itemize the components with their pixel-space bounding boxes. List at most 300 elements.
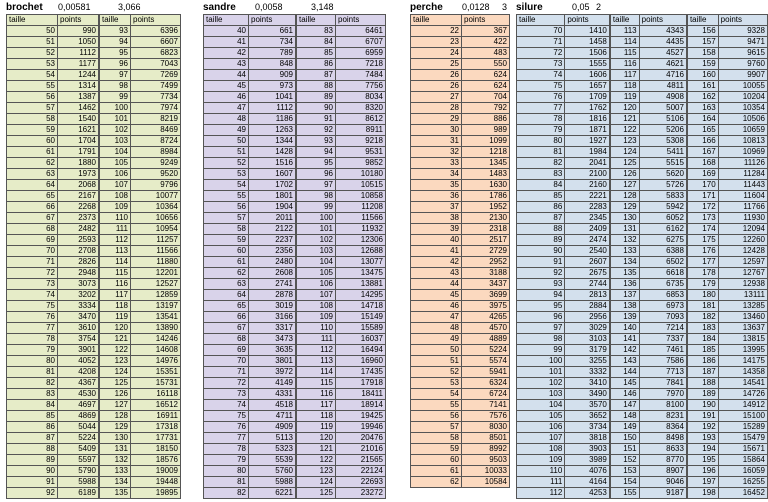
points-cell[interactable]: 14608 [131,345,181,356]
points-cell[interactable]: 4343 [639,26,686,37]
taille-cell[interactable]: 95 [100,48,131,59]
points-cell[interactable]: 4889 [462,334,510,345]
points-cell[interactable]: 10077 [131,191,181,202]
points-cell[interactable]: 10033 [462,466,510,477]
points-cell[interactable]: 973 [249,81,296,92]
taille-cell[interactable]: 23 [411,37,462,48]
taille-cell[interactable]: 54 [7,70,58,81]
taille-cell[interactable]: 94 [297,147,336,158]
points-cell[interactable]: 13475 [336,268,386,279]
points-cell[interactable]: 16059 [718,466,767,477]
points-cell[interactable]: 5790 [58,466,99,477]
points-cell[interactable]: 9852 [336,158,386,169]
taille-cell[interactable]: 114 [610,37,639,48]
points-cell[interactable]: 20476 [336,433,386,444]
points-cell[interactable]: 5411 [639,147,686,158]
taille-cell[interactable]: 29 [411,114,462,125]
points-cell[interactable]: 6618 [639,268,686,279]
points-cell[interactable]: 8501 [462,433,510,444]
points-cell[interactable]: 3410 [565,378,610,389]
points-cell[interactable]: 11880 [131,257,181,268]
taille-cell[interactable]: 63 [7,169,58,180]
points-cell[interactable]: 10656 [131,213,181,224]
points-cell[interactable]: 2517 [462,235,510,246]
taille-cell[interactable]: 86 [7,422,58,433]
taille-cell[interactable]: 112 [297,345,336,356]
points-cell[interactable]: 1099 [462,136,510,147]
points-cell[interactable]: 3334 [58,301,99,312]
points-cell[interactable]: 989 [462,125,510,136]
points-cell[interactable]: 22124 [336,466,386,477]
taille-cell[interactable]: 141 [610,334,639,345]
taille-cell[interactable]: 110 [297,323,336,334]
taille-cell[interactable]: 58 [411,433,462,444]
points-cell[interactable]: 6189 [58,488,99,499]
points-cell[interactable]: 1506 [565,48,610,59]
points-cell[interactable]: 4052 [58,356,99,367]
taille-cell[interactable]: 170 [687,180,718,191]
points-cell[interactable]: 6973 [639,301,686,312]
points-cell[interactable]: 8633 [639,444,686,455]
taille-cell[interactable]: 96 [100,59,131,70]
taille-cell[interactable]: 89 [7,455,58,466]
taille-cell[interactable]: 62 [411,477,462,488]
taille-cell[interactable]: 99 [100,92,131,103]
points-cell[interactable]: 10180 [336,169,386,180]
points-cell[interactable]: 1984 [565,147,610,158]
taille-cell[interactable]: 61 [411,466,462,477]
points-cell[interactable]: 21565 [336,455,386,466]
taille-cell[interactable]: 121 [100,334,131,345]
taille-cell[interactable]: 59 [411,444,462,455]
points-cell[interactable]: 7218 [336,59,386,70]
points-cell[interactable]: 16960 [336,356,386,367]
points-cell[interactable]: 1709 [565,92,610,103]
taille-cell[interactable]: 104 [297,257,336,268]
points-cell[interactable]: 2607 [565,257,610,268]
points-cell[interactable]: 14175 [718,356,767,367]
taille-cell[interactable]: 131 [610,224,639,235]
taille-cell[interactable]: 115 [297,378,336,389]
points-cell[interactable]: 10969 [718,147,767,158]
taille-cell[interactable]: 120 [100,323,131,334]
points-cell[interactable]: 18914 [336,400,386,411]
taille-cell[interactable]: 122 [610,125,639,136]
points-cell[interactable]: 10055 [718,81,767,92]
taille-cell[interactable]: 46 [411,301,462,312]
points-cell[interactable]: 6221 [249,488,296,499]
points-cell[interactable]: 990 [58,26,99,37]
taille-cell[interactable]: 164 [687,114,718,125]
taille-cell[interactable]: 128 [610,191,639,202]
taille-cell[interactable]: 163 [687,103,718,114]
taille-cell[interactable]: 91 [7,477,58,488]
points-cell[interactable]: 7269 [131,70,181,81]
points-cell[interactable]: 3332 [565,367,610,378]
taille-cell[interactable]: 72 [7,268,58,279]
taille-cell[interactable]: 27 [411,92,462,103]
taille-cell[interactable]: 66 [204,312,249,323]
points-cell[interactable]: 3975 [462,301,510,312]
taille-cell[interactable]: 68 [204,334,249,345]
points-cell[interactable]: 15289 [718,422,767,433]
taille-cell[interactable]: 122 [100,345,131,356]
taille-cell[interactable]: 179 [687,279,718,290]
taille-cell[interactable]: 60 [204,246,249,257]
points-cell[interactable]: 7043 [131,59,181,70]
taille-cell[interactable]: 53 [7,59,58,70]
taille-cell[interactable]: 91 [297,114,336,125]
taille-cell[interactable]: 79 [517,125,565,136]
taille-cell[interactable]: 137 [610,290,639,301]
points-cell[interactable]: 14358 [718,367,767,378]
taille-cell[interactable]: 54 [204,180,249,191]
taille-cell[interactable]: 99 [297,202,336,213]
taille-cell[interactable]: 64 [7,180,58,191]
points-cell[interactable]: 14718 [336,301,386,312]
points-cell[interactable]: 2948 [58,268,99,279]
taille-cell[interactable]: 25 [411,59,462,70]
taille-cell[interactable]: 36 [411,191,462,202]
points-cell[interactable]: 11604 [718,191,767,202]
taille-cell[interactable]: 64 [204,290,249,301]
points-cell[interactable]: 10506 [718,114,767,125]
points-cell[interactable]: 7484 [336,70,386,81]
taille-cell[interactable]: 149 [610,422,639,433]
points-cell[interactable]: 8320 [336,103,386,114]
taille-cell[interactable]: 26 [411,81,462,92]
points-cell[interactable]: 5224 [58,433,99,444]
taille-cell[interactable]: 180 [687,290,718,301]
taille-cell[interactable]: 125 [100,378,131,389]
taille-cell[interactable]: 189 [687,389,718,400]
taille-cell[interactable]: 130 [610,213,639,224]
taille-cell[interactable]: 45 [411,290,462,301]
taille-cell[interactable]: 159 [687,59,718,70]
taille-cell[interactable]: 22 [411,26,462,37]
taille-cell[interactable]: 42 [411,257,462,268]
points-cell[interactable]: 6724 [462,389,510,400]
points-cell[interactable]: 2041 [565,158,610,169]
points-cell[interactable]: 4811 [639,81,686,92]
points-cell[interactable]: 2741 [249,279,296,290]
points-cell[interactable]: 11930 [718,213,767,224]
points-cell[interactable]: 8612 [336,114,386,125]
taille-cell[interactable]: 79 [7,345,58,356]
points-cell[interactable]: 2221 [565,191,610,202]
taille-cell[interactable]: 60 [7,136,58,147]
points-cell[interactable]: 13815 [718,334,767,345]
taille-cell[interactable]: 145 [610,378,639,389]
taille-cell[interactable]: 82 [7,378,58,389]
taille-cell[interactable]: 110 [100,213,131,224]
taille-cell[interactable]: 146 [610,389,639,400]
taille-cell[interactable]: 81 [204,477,249,488]
taille-cell[interactable]: 51 [411,356,462,367]
taille-cell[interactable]: 75 [204,411,249,422]
taille-cell[interactable]: 82 [517,158,565,169]
points-cell[interactable]: 7141 [462,400,510,411]
points-cell[interactable]: 9471 [718,37,767,48]
points-cell[interactable]: 9249 [131,158,181,169]
taille-cell[interactable]: 157 [687,37,718,48]
points-cell[interactable]: 15149 [336,312,386,323]
taille-cell[interactable]: 58 [7,114,58,125]
taille-cell[interactable]: 102 [517,378,565,389]
points-cell[interactable]: 3473 [249,334,296,345]
points-cell[interactable]: 10364 [131,202,181,213]
points-cell[interactable]: 8469 [131,125,181,136]
points-cell[interactable]: 13197 [131,301,181,312]
points-cell[interactable]: 7841 [639,378,686,389]
taille-cell[interactable]: 101 [297,224,336,235]
taille-cell[interactable]: 105 [100,158,131,169]
taille-cell[interactable]: 165 [687,125,718,136]
taille-cell[interactable]: 43 [411,268,462,279]
points-cell[interactable]: 18150 [131,444,181,455]
points-cell[interactable]: 2474 [565,235,610,246]
taille-cell[interactable]: 98 [517,334,565,345]
taille-cell[interactable]: 108 [100,191,131,202]
taille-cell[interactable]: 72 [517,48,565,59]
taille-cell[interactable]: 48 [411,323,462,334]
points-cell[interactable]: 5106 [639,114,686,125]
points-cell[interactable]: 2409 [565,224,610,235]
taille-cell[interactable]: 104 [517,400,565,411]
taille-cell[interactable]: 57 [411,422,462,433]
points-cell[interactable]: 7970 [639,389,686,400]
points-cell[interactable]: 11766 [718,202,767,213]
points-cell[interactable]: 1786 [462,191,510,202]
points-cell[interactable]: 3972 [249,367,296,378]
taille-cell[interactable]: 60 [411,455,462,466]
points-cell[interactable]: 2345 [565,213,610,224]
points-cell[interactable]: 789 [249,48,296,59]
taille-cell[interactable]: 144 [610,367,639,378]
points-cell[interactable]: 5988 [58,477,99,488]
points-cell[interactable]: 6502 [639,257,686,268]
points-cell[interactable]: 2160 [565,180,610,191]
points-cell[interactable]: 3470 [58,312,99,323]
points-cell[interactable]: 8231 [639,411,686,422]
points-cell[interactable]: 1880 [58,158,99,169]
points-cell[interactable]: 1458 [565,37,610,48]
taille-cell[interactable]: 115 [100,268,131,279]
taille-cell[interactable]: 161 [687,81,718,92]
taille-cell[interactable]: 96 [297,169,336,180]
points-cell[interactable]: 2167 [58,191,99,202]
points-cell[interactable]: 13111 [718,290,767,301]
taille-cell[interactable]: 194 [687,444,718,455]
points-cell[interactable]: 1801 [249,191,296,202]
taille-cell[interactable]: 158 [687,48,718,59]
points-cell[interactable]: 6607 [131,37,181,48]
taille-cell[interactable]: 79 [204,455,249,466]
points-cell[interactable]: 2956 [565,312,610,323]
taille-cell[interactable]: 181 [687,301,718,312]
taille-cell[interactable]: 53 [411,378,462,389]
points-cell[interactable]: 4518 [249,400,296,411]
points-cell[interactable]: 3166 [249,312,296,323]
taille-cell[interactable]: 49 [204,125,249,136]
points-cell[interactable]: 14726 [718,389,767,400]
points-cell[interactable]: 15864 [718,455,767,466]
points-cell[interactable]: 1607 [249,169,296,180]
points-cell[interactable]: 13890 [131,323,181,334]
points-cell[interactable]: 2952 [462,257,510,268]
points-cell[interactable]: 14246 [131,334,181,345]
taille-cell[interactable]: 107 [100,180,131,191]
points-cell[interactable]: 3437 [462,279,510,290]
taille-cell[interactable]: 76 [517,92,565,103]
points-cell[interactable]: 7461 [639,345,686,356]
taille-cell[interactable]: 88 [297,81,336,92]
taille-cell[interactable]: 119 [297,422,336,433]
points-cell[interactable]: 3103 [565,334,610,345]
taille-cell[interactable]: 39 [411,224,462,235]
points-cell[interactable]: 1050 [58,37,99,48]
points-cell[interactable]: 848 [249,59,296,70]
taille-cell[interactable]: 150 [610,433,639,444]
taille-cell[interactable]: 57 [204,213,249,224]
points-cell[interactable]: 8498 [639,433,686,444]
points-cell[interactable]: 16452 [718,488,767,499]
points-cell[interactable]: 4716 [639,70,686,81]
taille-cell[interactable]: 55 [204,191,249,202]
points-cell[interactable]: 6461 [336,26,386,37]
points-cell[interactable]: 6853 [639,290,686,301]
taille-cell[interactable]: 72 [204,378,249,389]
points-cell[interactable]: 10954 [131,224,181,235]
points-cell[interactable]: 3570 [565,400,610,411]
points-cell[interactable]: 11126 [718,158,767,169]
points-cell[interactable]: 3699 [462,290,510,301]
taille-cell[interactable]: 105 [517,411,565,422]
points-cell[interactable]: 661 [249,26,296,37]
taille-cell[interactable]: 187 [687,367,718,378]
taille-cell[interactable]: 106 [100,169,131,180]
points-cell[interactable]: 4908 [639,92,686,103]
points-cell[interactable]: 1952 [462,202,510,213]
taille-cell[interactable]: 112 [100,235,131,246]
taille-cell[interactable]: 127 [100,400,131,411]
points-cell[interactable]: 6396 [131,26,181,37]
taille-cell[interactable]: 101 [517,367,565,378]
points-cell[interactable]: 8992 [462,444,510,455]
taille-cell[interactable]: 192 [687,422,718,433]
taille-cell[interactable]: 92 [517,268,565,279]
points-cell[interactable]: 6707 [336,37,386,48]
taille-cell[interactable]: 61 [7,147,58,158]
taille-cell[interactable]: 56 [204,202,249,213]
points-cell[interactable]: 734 [249,37,296,48]
points-cell[interactable]: 7734 [131,92,181,103]
points-cell[interactable]: 13881 [336,279,386,290]
taille-cell[interactable]: 195 [687,455,718,466]
points-cell[interactable]: 2122 [249,224,296,235]
taille-cell[interactable]: 106 [517,422,565,433]
taille-cell[interactable]: 65 [7,191,58,202]
points-cell[interactable]: 4711 [249,411,296,422]
points-cell[interactable]: 11566 [131,246,181,257]
points-cell[interactable]: 4331 [249,389,296,400]
points-cell[interactable]: 2480 [249,257,296,268]
taille-cell[interactable]: 172 [687,202,718,213]
points-cell[interactable]: 2268 [58,202,99,213]
taille-cell[interactable]: 188 [687,378,718,389]
taille-cell[interactable]: 73 [517,59,565,70]
taille-cell[interactable]: 125 [610,158,639,169]
points-cell[interactable]: 14912 [718,400,767,411]
points-cell[interactable]: 1186 [249,114,296,125]
points-cell[interactable]: 8724 [131,136,181,147]
points-cell[interactable]: 9503 [462,455,510,466]
points-cell[interactable]: 3903 [565,444,610,455]
points-cell[interactable]: 4435 [639,37,686,48]
points-cell[interactable]: 1816 [565,114,610,125]
points-cell[interactable]: 1791 [58,147,99,158]
taille-cell[interactable]: 160 [687,70,718,81]
taille-cell[interactable]: 126 [100,389,131,400]
points-cell[interactable]: 18411 [336,389,386,400]
points-cell[interactable]: 19895 [131,488,181,499]
taille-cell[interactable]: 136 [610,279,639,290]
taille-cell[interactable]: 96 [517,312,565,323]
taille-cell[interactable]: 47 [411,312,462,323]
taille-cell[interactable]: 184 [687,334,718,345]
points-cell[interactable]: 17435 [336,367,386,378]
taille-cell[interactable]: 40 [204,26,249,37]
taille-cell[interactable]: 178 [687,268,718,279]
points-cell[interactable]: 12859 [131,290,181,301]
taille-cell[interactable]: 111 [517,477,565,488]
points-cell[interactable]: 6052 [639,213,686,224]
taille-cell[interactable]: 107 [517,433,565,444]
taille-cell[interactable]: 193 [687,433,718,444]
points-cell[interactable]: 18576 [131,455,181,466]
taille-cell[interactable]: 174 [687,224,718,235]
taille-cell[interactable]: 40 [411,235,462,246]
points-cell[interactable]: 7713 [639,367,686,378]
points-cell[interactable]: 8911 [336,125,386,136]
points-cell[interactable]: 3801 [249,356,296,367]
taille-cell[interactable]: 78 [7,334,58,345]
taille-cell[interactable]: 77 [517,103,565,114]
taille-cell[interactable]: 105 [297,268,336,279]
taille-cell[interactable]: 151 [610,444,639,455]
taille-cell[interactable]: 56 [7,92,58,103]
taille-cell[interactable]: 76 [204,422,249,433]
points-cell[interactable]: 3610 [58,323,99,334]
points-cell[interactable]: 2540 [565,246,610,257]
points-cell[interactable]: 12094 [718,224,767,235]
points-cell[interactable]: 14295 [336,290,386,301]
points-cell[interactable]: 3754 [58,334,99,345]
points-cell[interactable]: 2729 [462,246,510,257]
points-cell[interactable]: 8984 [131,147,181,158]
points-cell[interactable]: 6823 [131,48,181,59]
points-cell[interactable]: 2100 [565,169,610,180]
taille-cell[interactable]: 69 [204,345,249,356]
points-cell[interactable]: 15351 [131,367,181,378]
taille-cell[interactable]: 50 [7,26,58,37]
taille-cell[interactable]: 130 [100,433,131,444]
points-cell[interactable]: 5760 [249,466,296,477]
taille-cell[interactable]: 45 [204,81,249,92]
points-cell[interactable]: 12597 [718,257,767,268]
points-cell[interactable]: 4265 [462,312,510,323]
taille-cell[interactable]: 109 [297,312,336,323]
